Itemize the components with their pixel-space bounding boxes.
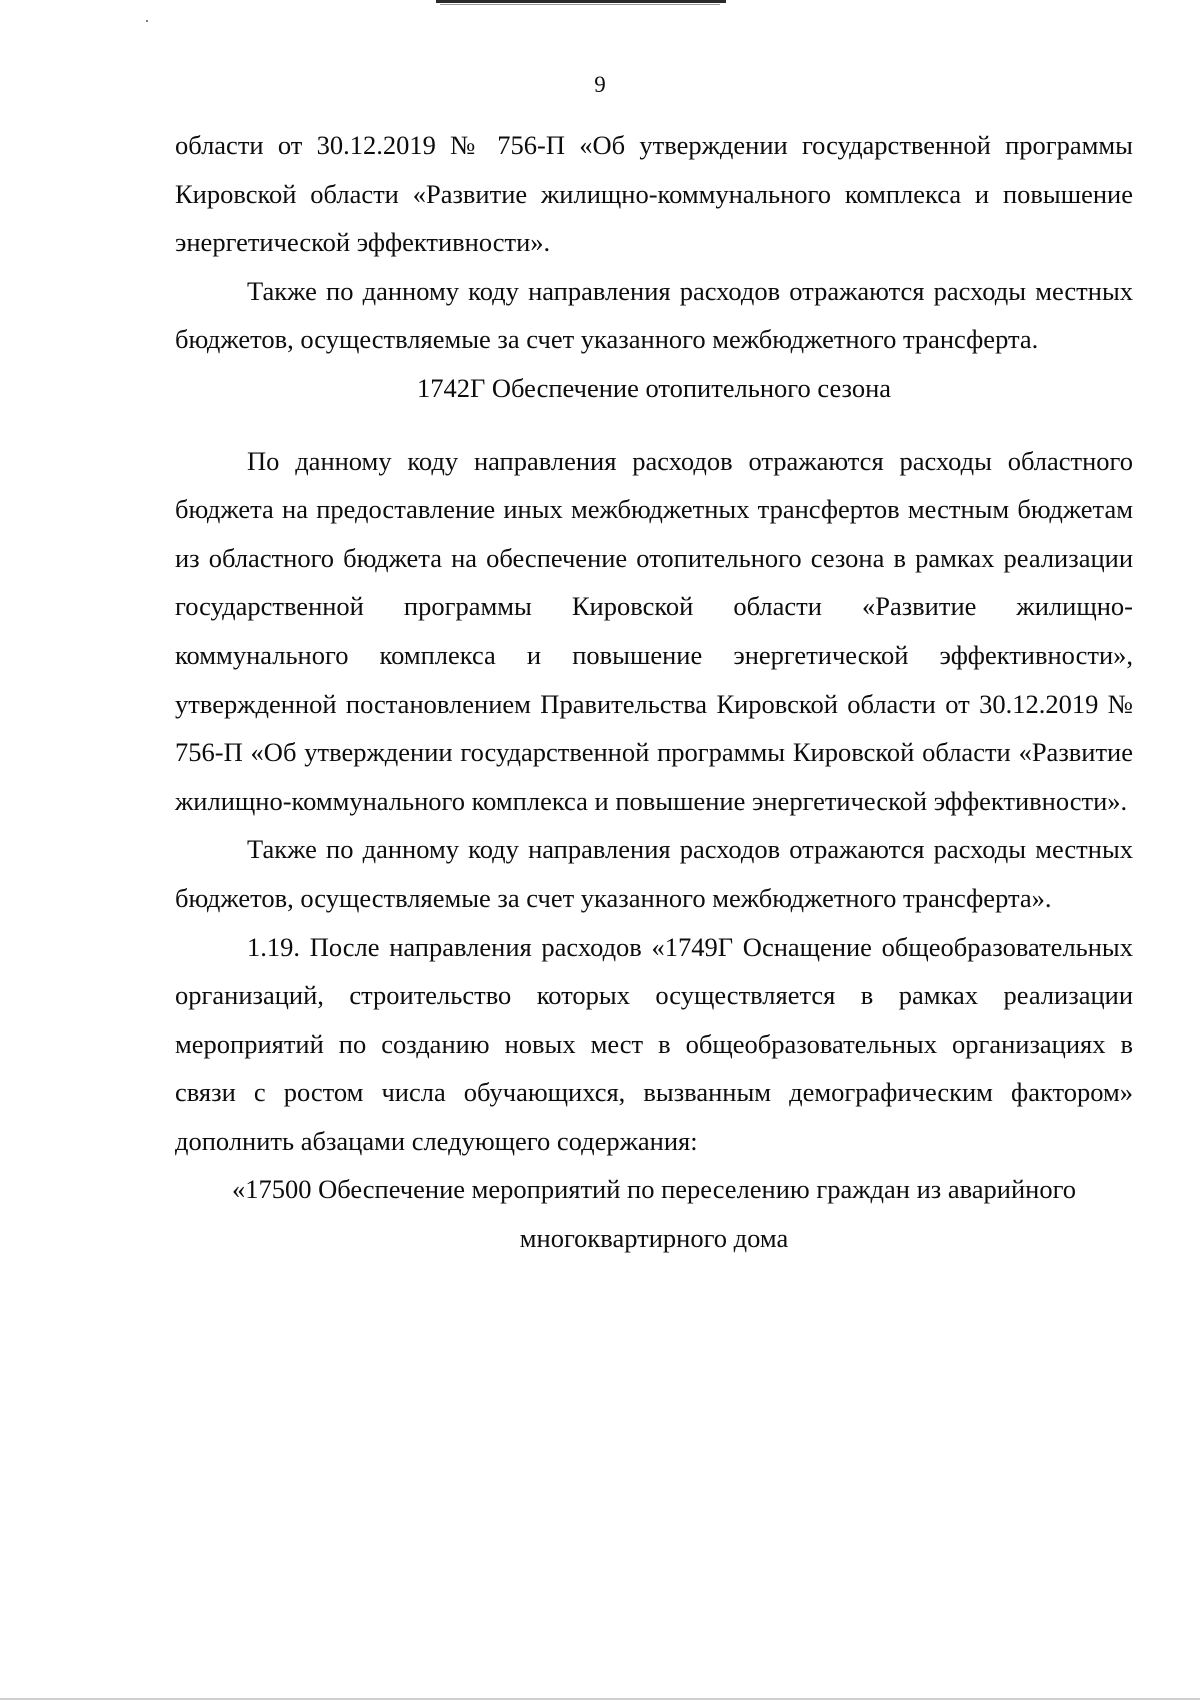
paragraph-amendment-1-19: 1.19. После направления расходов «1749Г Оснащение общеобразовательных организаций, строительство которых осуществляется в рамках реализации мероприятий по созданию новых мест в общеобразовательных организациях в связи с ростом числа обучающихся, вызванным демографическим фактором» дополнить абзацами следующего содержания:	[175, 931, 1133, 1156]
paragraph-continuation: области от 30.12.2019 № 756-П «Об утверждении государственной программы Кировской области «Развитие жилищно-коммунального комплекса и повышение энергетической эффективности».	[175, 130, 1133, 258]
scan-top-rule-shadow	[440, 4, 720, 5]
paragraph-local-budgets-transfer: Также по данному коду направления расходов отражаются расходы местных бюджетов, осуществляемые за счет указанного межбюджетного трансферта».	[175, 834, 1133, 913]
scan-speck	[146, 20, 148, 22]
paragraph-local-budgets: Также по данному коду направления расходов отражаются расходы местных бюджетов, осуществляемые за счет указанного межбюджетного трансферта.	[175, 275, 1133, 355]
scan-top-rule	[436, 0, 726, 3]
page-number: 9	[594, 72, 606, 97]
section-heading-1742g: 1742Г Обеспечение отопительного сезона	[416, 372, 892, 403]
document-body	[175, 121, 1133, 1263]
section-heading-17500: «17500 Обеспечение мероприятий по переселению граждан из аварийного многоквартирного дома	[231, 1174, 1077, 1254]
paragraph-1742g-description: По данному коду направления расходов отражаются расходы областного бюджета на предоставление иных межбюджетных трансфертов местным бюджетам из областного бюджета на обеспечение отопительного сезона в рамках реализации государственной программы Кировской области «Развитие жилищно-коммунального комплекса и повышение энергетической эффективности», утвержденной постановлением Правительства Кировской области от 30.12.2019 № 756-П «Об утверждении государственной программы Кировской области «Развитие жилищно-коммунального комплекса и повышение энергетической эффективности».	[175, 445, 1133, 816]
